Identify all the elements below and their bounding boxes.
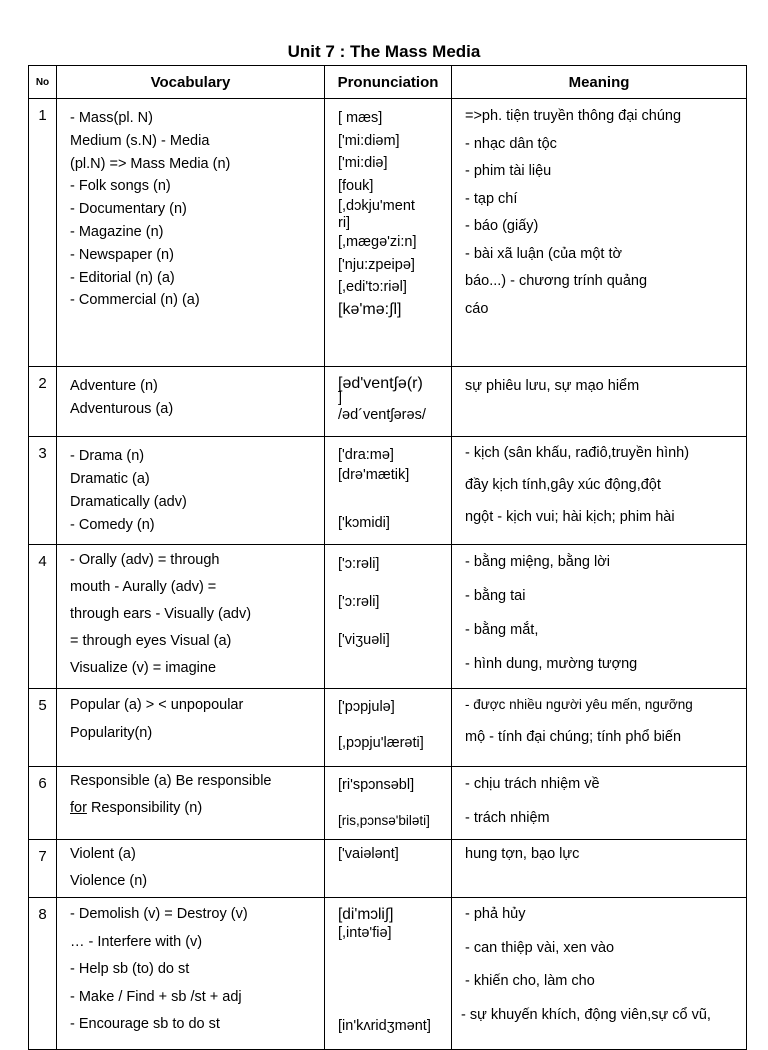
meaning-line: =>ph. tiện truyền thông đại chúng — [465, 108, 682, 124]
meaning-line: - tạp chí — [465, 190, 518, 207]
table-header-row — [29, 66, 747, 99]
meaning-line: - chịu trách nhiệm về — [465, 776, 600, 792]
pronunciation-line: ['ɔ:rəli] — [338, 594, 380, 610]
underlined-word: for — [70, 800, 87, 816]
vocab-line: Dramatic (a) — [70, 471, 150, 487]
pronunciation-line: [,mægə'zi:n] — [338, 234, 417, 250]
pronunciation-line: [ris,pɔnsə'biləti] — [338, 813, 430, 828]
meaning-line: - bằng mắt, — [465, 622, 539, 638]
meaning-line: - bằng miệng, bằng lời — [465, 554, 610, 570]
pronunciation-line: ['dra:mə] — [338, 447, 394, 463]
meaning-line: sự phiêu lưu, sự mạo hiểm — [465, 378, 640, 394]
row-number: 5 — [29, 689, 57, 767]
meaning-line: - được nhiều người yêu mến, ngưỡng — [465, 697, 693, 712]
meaning-line: - nhạc dân tộc — [465, 135, 557, 152]
meaning-line: cáo — [465, 300, 489, 317]
pronunciation-line: [fouk] — [338, 177, 374, 194]
vocab-line: - Documentary (n) — [70, 201, 187, 218]
row-number: 7 — [29, 840, 57, 898]
vocab-line: - Editorial (n) (a) — [70, 269, 175, 286]
vocab-line: Violent (a) — [70, 846, 136, 862]
vocab-line: Popularity(n) — [70, 725, 153, 741]
table-row — [29, 898, 747, 1050]
pronunciation-line: [əd'vent∫ə(r) — [338, 375, 423, 392]
vocab-line: - Newspaper (n) — [70, 246, 174, 263]
meaning-line: mộ - tính đại chúng; tính phổ biến — [465, 729, 682, 745]
vocab-line: = through eyes Visual (a) — [70, 633, 232, 649]
vocab-line: - Magazine (n) — [70, 223, 164, 240]
meaning-line: báo...) - chương trính quảng — [465, 273, 648, 289]
meaning-line: - sự khuyến khích, động viên,sự cổ vũ, — [461, 1006, 711, 1023]
table-row — [29, 840, 747, 898]
row-number: 1 — [29, 99, 57, 367]
row-number: 8 — [29, 898, 57, 1050]
header-vocabulary: Vocabulary — [57, 66, 325, 99]
meaning-line: đầy kịch tính,gây xúc động,đột — [465, 477, 661, 493]
table-row — [29, 689, 747, 767]
table-row — [29, 437, 747, 545]
vocab-line: - Commercial (n) (a) — [70, 292, 200, 309]
meaning-line: - bài xã luận (của một tờ — [465, 245, 622, 262]
row-number: 2 — [29, 367, 57, 437]
vocab-line: - Demolish (v) = Destroy (v) — [70, 906, 248, 922]
pronunciation-line: ['vaiələnt] — [338, 846, 399, 862]
vocab-line: Responsible (a) Be responsible — [70, 773, 272, 789]
vocab-line: Dramatically (adv) — [70, 494, 187, 510]
pronunciation-line: ] — [338, 390, 343, 406]
row-number: 4 — [29, 545, 57, 689]
vocab-line: mouth - Aurally (adv) = — [70, 579, 217, 595]
vocab-line: through ears - Visually (adv) — [70, 606, 252, 622]
pronunciation-line: ri] — [338, 215, 351, 231]
table-row — [29, 367, 747, 437]
pronunciation-line: /əd´ventʃərəs/ — [338, 407, 426, 423]
header-pronunciation: Pronunciation — [325, 66, 452, 99]
vocab-line: Adventure (n) — [70, 378, 158, 394]
vocab-line: Adventurous (a) — [70, 401, 174, 417]
pronunciation-line: [in'kʌridʒmənt] — [338, 1018, 431, 1034]
meaning-line: - hình dung, mường tượng — [465, 656, 638, 672]
pronunciation-line: [,intə'fiə] — [338, 925, 392, 941]
pronunciation-line: [kə'mə:∫l] — [338, 300, 402, 318]
pronunciation-line: ['mi:diə] — [338, 155, 388, 171]
vocab-line: - Make / Find + sb /st + adj — [70, 988, 242, 1005]
pronunciation-line: ['ɔ:rəli] — [338, 556, 380, 572]
pronunciation-line: [ mæs] — [338, 110, 383, 126]
table-row — [29, 99, 747, 367]
row-number: 3 — [29, 437, 57, 545]
vocab-line: - Mass(pl. N) — [70, 110, 153, 126]
vocab-line: Violence (n) — [70, 873, 148, 889]
vocab-line: … - Interfere with (v) — [70, 933, 203, 950]
header-meaning: Meaning — [452, 66, 747, 99]
pronunciation-line: [drə'mætik] — [338, 467, 410, 483]
meaning-line: - phim tài liệu — [465, 163, 552, 179]
pronunciation-line: ['pɔpjulə] — [338, 699, 395, 715]
vocab-line: - Orally (adv) = through — [70, 552, 220, 568]
pronunciation-line: ['mi:diəm] — [338, 132, 400, 149]
vocab-line: Popular (a) > < unpopoular — [70, 697, 244, 713]
pronunciation-line: [,pɔpju'lærəti] — [338, 735, 424, 751]
meaning-line: hung tợn, bạo lực — [465, 846, 580, 862]
table-row — [29, 545, 747, 689]
pronunciation-line: [di'mɔli∫] — [338, 906, 394, 923]
table-row — [29, 767, 747, 840]
vocab-line-rest: Responsibility (n) — [86, 800, 203, 816]
pronunciation-line: ['nju:zpeipə] — [338, 256, 415, 273]
pronunciation-line: ['viʒuəli] — [338, 632, 390, 648]
pronunciation-line: [,edi'tɔ:riəl] — [338, 279, 407, 295]
vocab-line: - Encourage sb to do st — [70, 1016, 220, 1032]
meaning-line: ngột - kịch vui; hài kịch; phim hài — [465, 509, 675, 525]
vocab-line: (pl.N) => Mass Media (n) — [70, 155, 231, 172]
vocab-line: - Comedy (n) — [70, 517, 155, 533]
pronunciation-line: ['kɔmidi] — [338, 515, 390, 531]
vocab-line: Visualize (v) = imagine — [70, 660, 217, 676]
meaning-line: - báo (giấy) — [465, 218, 539, 234]
vocab-line: - Drama (n) — [70, 448, 145, 464]
meaning-line: - trách nhiệm — [465, 810, 550, 826]
vocab-line — [70, 795, 318, 822]
row-number: 6 — [29, 767, 57, 840]
header-no: No — [29, 66, 57, 99]
vocabulary-table — [28, 65, 747, 1050]
meaning-line: - bằng tai — [465, 588, 526, 604]
pronunciation-line: [,dɔkju'ment — [338, 198, 415, 214]
meaning-line: - kịch (sân khấu, rađiô,truyền hình) — [465, 445, 690, 461]
meaning-line: - can thiệp vài, xen vào — [465, 939, 615, 956]
pronunciation-line: [ri'spɔnsəbl] — [338, 777, 415, 793]
meaning-line: - khiến cho, làm cho — [465, 973, 595, 989]
vocab-line: - Help sb (to) do st — [70, 961, 190, 977]
vocab-line: - Folk songs (n) — [70, 178, 171, 195]
vocab-line: Medium (s.N) - Media — [70, 132, 210, 149]
page-title: Unit 7 : The Mass Media — [287, 42, 481, 61]
meaning-line: - phả hủy — [465, 906, 526, 922]
